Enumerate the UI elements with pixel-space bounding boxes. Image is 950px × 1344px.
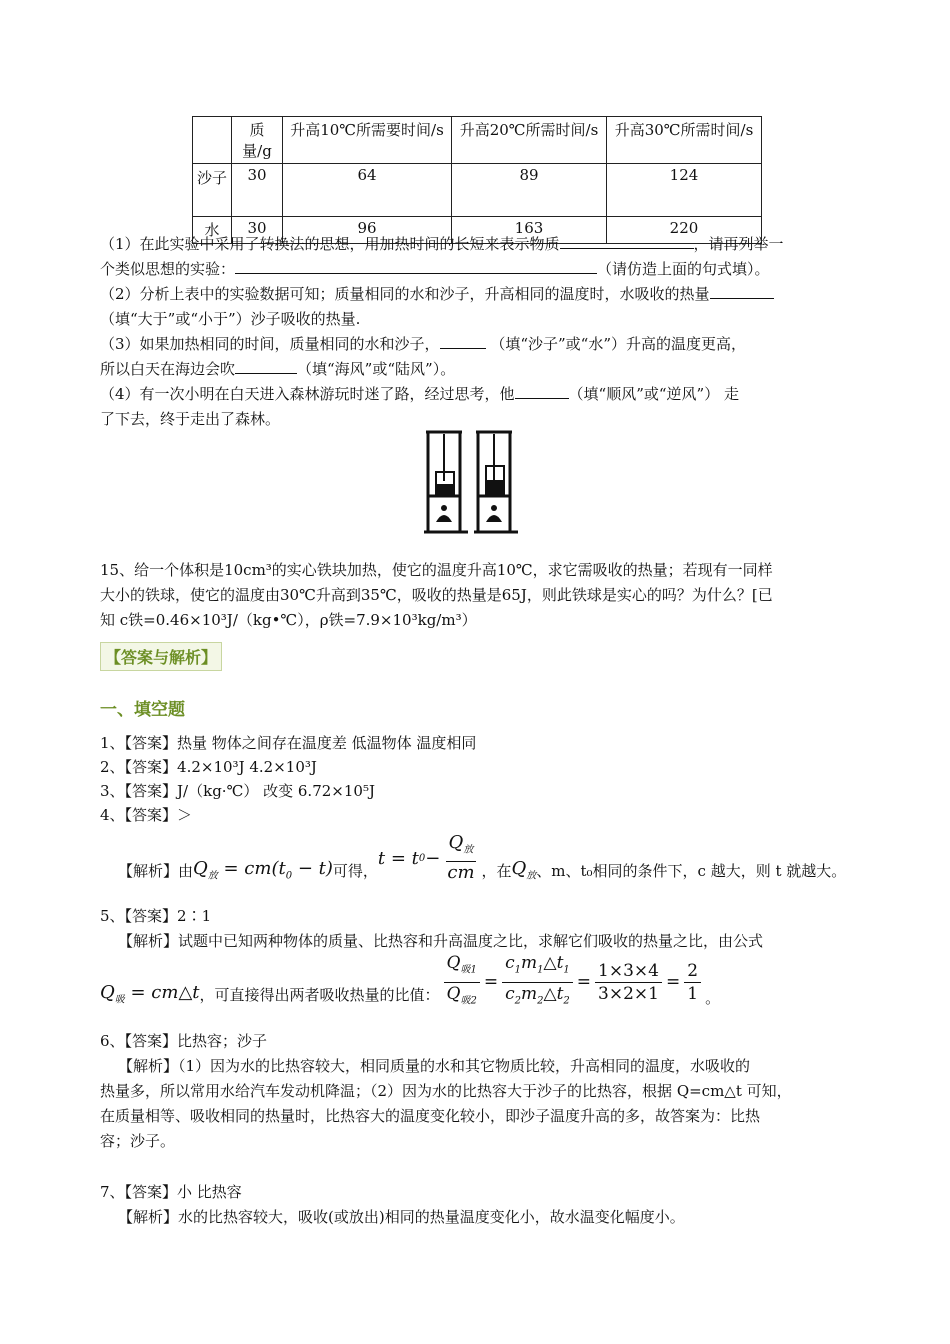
table-cell: 30 [232,217,283,244]
answer-6-explanation-1: 【解析】（1）因为水的比热容较大，相同质量的水和其它物质比较，升高相同的温度，水吸收的 [118,1057,751,1075]
temperature-formula: t = t 0 − $\frac{Q_放}{cm}$ [377,831,475,884]
question-4-line-2: 了下去，终于走出了森林。 [100,410,281,428]
answer-4-explanation: 【解析】由 $Q_放 = cm(t_0 - t)$ 可得， t = t 0 − $\frac{Q_放}{cm}$ ，在 $Q_放$ 、m、t₀相同的条件下，c 越大，则 t 就越大。 [118,831,847,884]
table-header-cell: 质量/g [232,117,283,164]
table-header-cell [193,117,232,164]
question-15-line-2: 大小的铁球，使它的温度由30℃升高到35℃，吸收的热量是65J，则此铁球是实心的吗？为什么？[已 [100,586,773,604]
table-cell: 30 [232,164,283,217]
table-cell: 64 [283,164,452,217]
table-cell: 89 [452,164,607,217]
table-cell: 124 [607,164,762,217]
table-header-cell: 升高20℃所需时间/s [452,117,607,164]
answer-4: 4、【答案】＞ [100,806,193,824]
question-15-line-3: 知 c铁=0.46×10³J/（kg•℃），ρ铁=7.9×10³kg/m³） [100,611,477,629]
heat-release-formula: $Q_放 = cm(t_0 - t)$ [193,858,333,882]
fill-blank-section-header: 一、填空题 [100,700,185,720]
question-3-line-2: 所以白天在海边会吹 （填“海风”或“陆风”）。 [100,360,456,378]
answer-blank [440,334,486,349]
table-cell: 220 [607,217,762,244]
answer-blank [235,259,597,274]
answer-5: 5、【答案】2∶1 [100,907,212,925]
question-2-line: （2）分析上表中的实验数据可知；质量相同的水和沙子，升高相同的温度时，水吸收的热量 [100,284,774,304]
answer-5-explanation-1: 【解析】试题中已知两种物体的质量、比热容和升高温度之比，求解它们吸收的热量之比，由公式 [118,932,764,950]
table-row-label: 沙子 [193,164,232,217]
table-cell: 96 [283,217,452,244]
question-1-line-2: 个类似思想的实验： （请仿造上面的句式填）。 [100,260,770,278]
table-row [193,164,762,217]
table-header-cell: 升高30℃所需时间/s [607,117,762,164]
answer-6-explanation-3: 在质量相等、吸收相同的热量时，比热容大的温度变化较小，即沙子温度升高的多，故答案为：比热 [100,1107,761,1125]
question-15-line-1: 15、给一个体积是10cm³的实心铁块加热，使它的温度升高10℃，求它需吸收的热量；若现有一同样 [100,561,773,579]
heat-symbol: $Q_放$ [511,858,537,882]
question-3-line: （3）如果加热相同的时间，质量相同的水和沙子， （填“沙子”或“水”）升高的温度更高， [100,335,746,353]
answer-7-explanation: 【解析】水的比热容较大，吸收(或放出)相同的热量温度变化小，故水温变化幅度小。 [118,1208,685,1226]
answer-2: 2、【答案】4.2×10³J 4.2×10³J [100,758,317,776]
question-4-line: （4）有一次小明在白天进入森林游玩时迷了路，经过思考，他 （填“顺风”或“逆风”） 走 [100,385,739,403]
answer-1: 1、【答案】热量 物体之间存在温度差 低温物体 温度相同 [100,734,477,752]
table-cell: 163 [452,217,607,244]
answer-5-formula-line: $Q_吸$ = cm△t ，可直接得出两者吸收热量的比值： $\frac{Q_{吸1}}{Q_{吸2}}$ = $\frac{c_1m_1\triangle t_1}{c_2m_2\triangle t_2}$ = $\frac{1\times 3\times 4}{3\times 2\times 1}$ = $\frac{2}{1}$ 。 [100,952,720,1012]
answer-6-explanation-4: 容；沙子。 [100,1132,176,1150]
answer-blank [710,284,774,299]
answer-6: 6、【答案】比热容；沙子 [100,1032,268,1050]
question-2-line-2: （填“大于”或“小于”）沙子吸收的热量. [100,310,361,328]
heating-apparatus-illustration [424,426,524,536]
heat-ratio-formula: $\frac{Q_{吸1}}{Q_{吸2}}$ = $\frac{c_1m_1\triangle t_1}{c_2m_2\triangle t_2}$ = $\frac{1\times 3\times 4}{3\times 2\times 1}$ = $\frac{2}{1}$ [440,952,706,1012]
answer-7: 7、【答案】小 比热容 [100,1183,242,1201]
table-header-row [193,117,762,164]
question-1-line: （1）在此实验中采用了转换法的思想，用加热时间的长短来表示物质 ，请再列举一 [100,235,784,253]
experiment-table [192,116,762,244]
answer-3: 3、【答案】J/（kg·℃） 改变 6.72×10⁵J [100,782,375,800]
answer-6-explanation-2: 热量多，所以常用水给汽车发动机降温；（2）因为水的比热容大于沙子的比热容，根据 Q=cm△t 可知， [100,1082,792,1100]
heat-absorb-formula: $Q_吸$ = cm△t [100,982,200,1006]
answer-blank [235,359,297,374]
answer-blank [560,234,694,249]
table-row-label: 水 [193,217,232,244]
table-header-cell: 升高10℃所需要时间/s [283,117,452,164]
answer-blank [515,384,569,399]
answer-section-header: 【答案与解析】 [100,642,222,671]
